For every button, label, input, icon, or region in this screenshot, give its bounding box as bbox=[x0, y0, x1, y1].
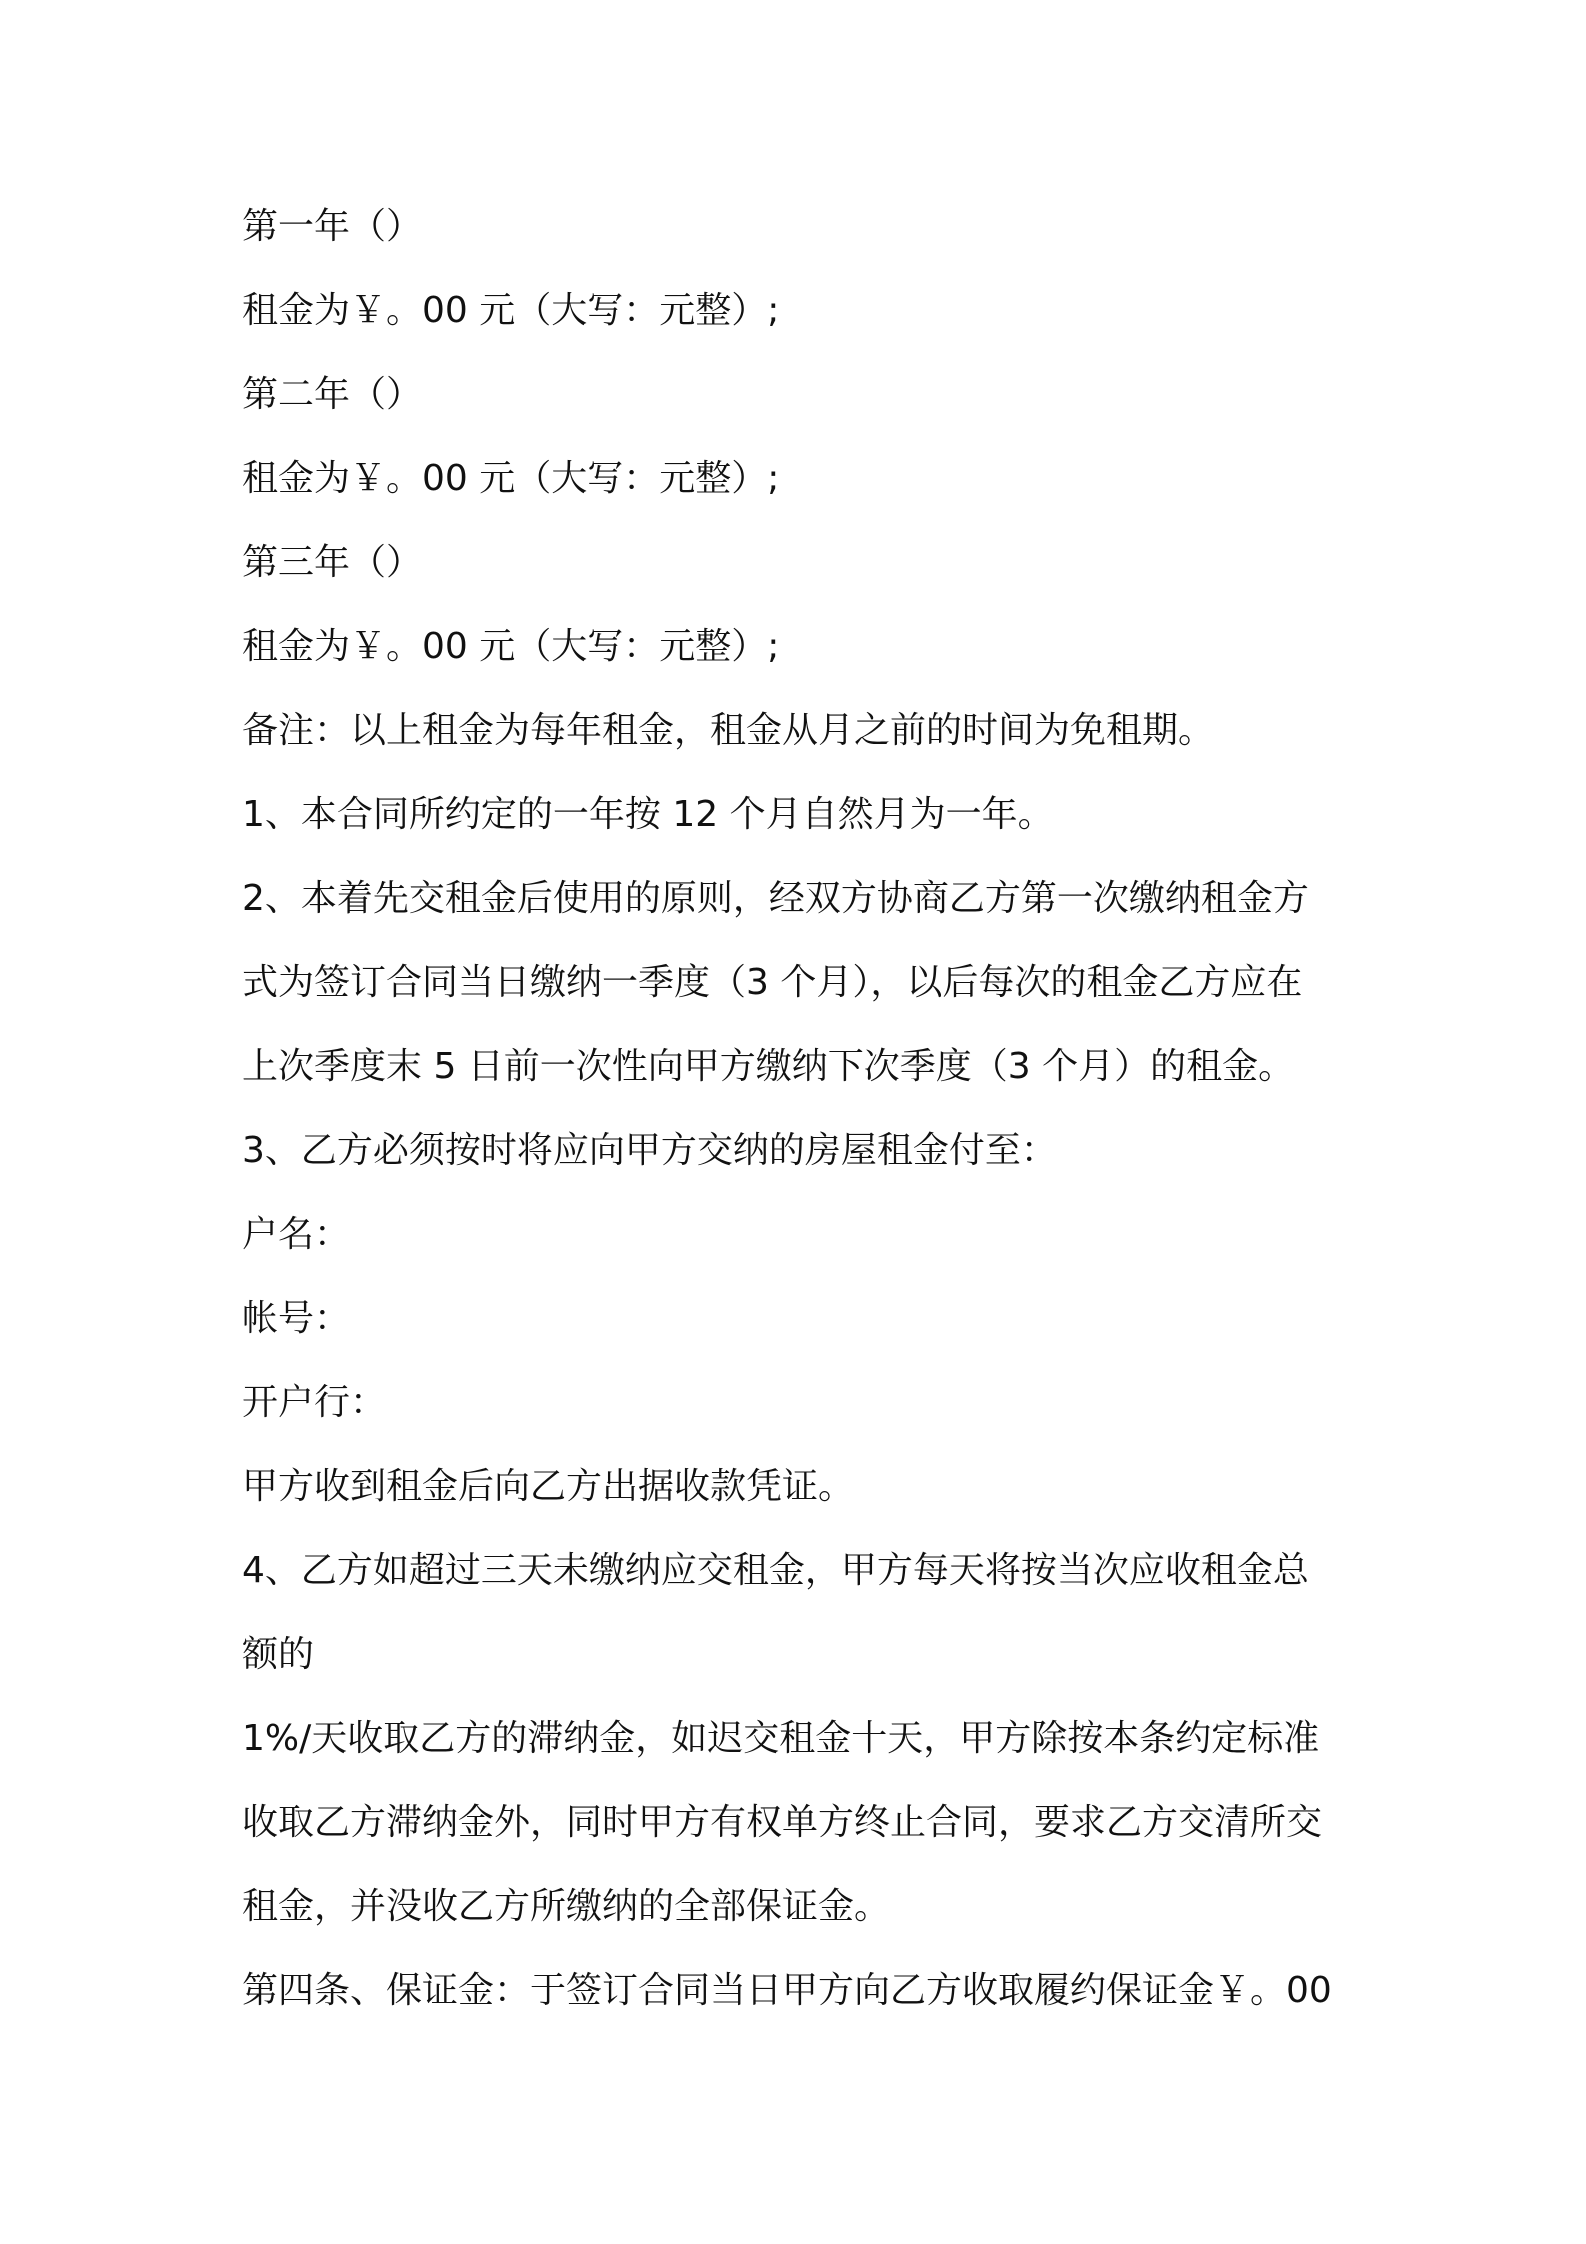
rent-year-2-amount: 租金为￥。00 元（大写：元整）; bbox=[242, 458, 780, 499]
clause-2-line-2: 式为签订合同当日缴纳一季度（3 个月），以后每次的租金乙方应在 bbox=[242, 962, 1303, 1003]
clause-3: 3、乙方必须按时将应向甲方交纳的房屋租金付至： bbox=[242, 1130, 1057, 1171]
rent-year-3-heading: 第三年（） bbox=[242, 542, 423, 583]
rent-year-1-heading: 第一年（） bbox=[242, 206, 423, 247]
clause-4-line-3: 1%/天收取乙方的滞纳金，如迟交租金十天，甲方除按本条约定标准 bbox=[242, 1718, 1320, 1759]
clause-2-line-3: 上次季度末 5 日前一次性向甲方缴纳下次季度（3 个月）的租金。 bbox=[242, 1046, 1295, 1087]
rent-year-3-amount: 租金为￥。00 元（大写：元整）; bbox=[242, 626, 780, 667]
rent-year-2-heading: 第二年（） bbox=[242, 374, 423, 415]
receipt-note: 甲方收到租金后向乙方出据收款凭证。 bbox=[242, 1466, 855, 1507]
bank-label: 开户行： bbox=[242, 1382, 387, 1423]
clause-4-line-4: 收取乙方滞纳金外，同时甲方有权单方终止合同，要求乙方交清所交 bbox=[242, 1802, 1323, 1843]
rent-year-1-amount: 租金为￥。00 元（大写：元整）; bbox=[242, 290, 780, 331]
clause-4-line-5: 租金，并没收乙方所缴纳的全部保证金。 bbox=[242, 1886, 891, 1927]
account-number-label: 帐号： bbox=[242, 1298, 351, 1339]
article-4-deposit: 第四条、保证金：于签订合同当日甲方向乙方收取履约保证金￥。00 bbox=[242, 1970, 1332, 2011]
clause-4-line-2: 额的 bbox=[242, 1634, 315, 1675]
clause-2-line-1: 2、本着先交租金后使用的原则，经双方协商乙方第一次缴纳租金方 bbox=[242, 878, 1309, 919]
clause-4-line-1: 4、乙方如超过三天未缴纳应交租金，甲方每天将按当次应收租金总 bbox=[242, 1550, 1309, 1591]
clause-1: 1、本合同所约定的一年按 12 个月自然月为一年。 bbox=[242, 794, 1054, 835]
rent-remark: 备注：以上租金为每年租金，租金从月之前的时间为免租期。 bbox=[242, 710, 1215, 751]
account-name-label: 户名： bbox=[242, 1214, 351, 1255]
